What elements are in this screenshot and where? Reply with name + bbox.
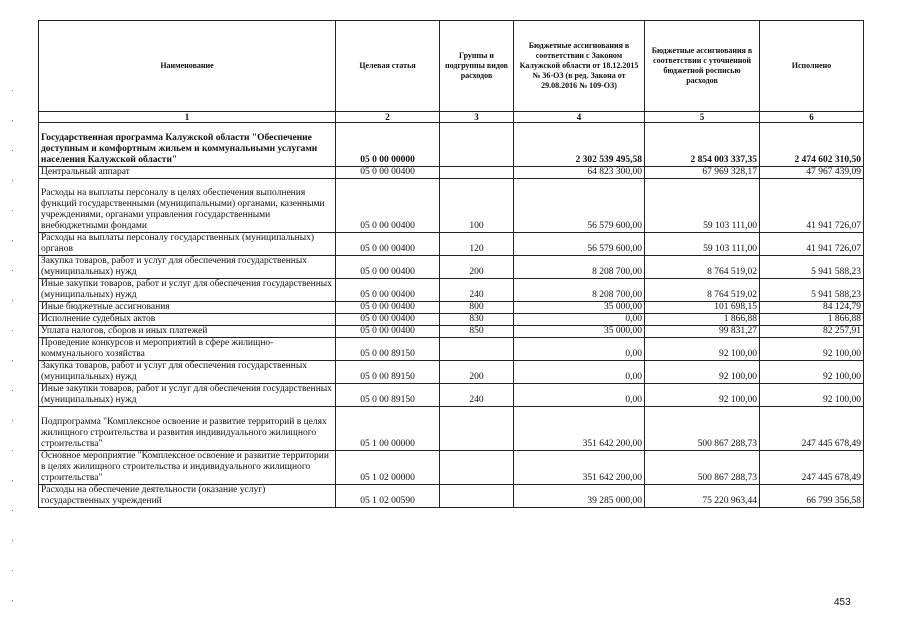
scan-dot: [12, 540, 13, 541]
scan-dot: [12, 240, 13, 241]
header-budget-refined: Бюджетные ассигнования в соответствии с уточненной бюджетной росписью расходов: [645, 21, 760, 112]
column-number: 3: [440, 112, 514, 123]
row-budget-law: 64 823 300,00: [514, 167, 645, 179]
column-number: 6: [760, 112, 864, 123]
row-executed: 92 100,00: [760, 384, 864, 407]
column-number: 4: [514, 112, 645, 123]
row-name: Центральный аппарат: [39, 167, 336, 179]
row-target-article: 05 0 00 00400: [336, 256, 440, 279]
table-row: [39, 361, 864, 384]
row-target-article: 05 1 00 00000: [336, 407, 440, 451]
row-target-article: 05 0 00 00400: [336, 179, 440, 233]
scan-dot: [12, 270, 13, 271]
row-budget-law: 0,00: [514, 384, 645, 407]
row-target-article: 05 0 00 89150: [336, 384, 440, 407]
row-budget-law: 0,00: [514, 361, 645, 384]
row-executed: 82 257,91: [760, 326, 864, 338]
table-row: [39, 326, 864, 338]
row-name: Расходы на выплаты персоналу государственных (муниципальных) органов: [39, 233, 336, 256]
row-executed: 92 100,00: [760, 361, 864, 384]
row-executed: 41 941 726,07: [760, 179, 864, 233]
scan-dot: [12, 390, 13, 391]
row-budget-law: 351 642 200,00: [514, 407, 645, 451]
row-name: Подпрограмма "Комплексное освоение и развитие территорий в целях жилищного строительства и развития индивидуального жилищного строительства": [39, 407, 336, 451]
row-target-article: 05 1 02 00590: [336, 485, 440, 508]
scan-edge-marks: [12, 0, 14, 640]
row-expense-group: [440, 338, 514, 361]
row-budget-refined: 500 867 288,73: [645, 407, 760, 451]
row-budget-law: 39 285 000,00: [514, 485, 645, 508]
scan-dot: [12, 120, 13, 121]
row-budget-refined: 59 103 111,00: [645, 233, 760, 256]
row-expense-group: [440, 485, 514, 508]
table-row: [39, 451, 864, 485]
row-name: Проведение конкурсов и мероприятий в сфере жилищно-коммунального хозяйства: [39, 338, 336, 361]
row-budget-refined: 8 764 519,02: [645, 279, 760, 302]
column-number: 5: [645, 112, 760, 123]
row-expense-group: [440, 123, 514, 167]
row-budget-law: 2 302 539 495,58: [514, 123, 645, 167]
row-expense-group: [440, 167, 514, 179]
row-executed: 84 124,79: [760, 302, 864, 314]
scan-dot: [12, 330, 13, 331]
scan-dot: [12, 360, 13, 361]
row-expense-group: 240: [440, 384, 514, 407]
scan-dot: [12, 450, 13, 451]
row-name: Иные закупки товаров, работ и услуг для обеспечения государственных (муниципальных) нужд: [39, 279, 336, 302]
scan-dot: [12, 90, 13, 91]
table-row: [39, 302, 864, 314]
header-name: Наименование: [39, 21, 336, 112]
scan-dot: [12, 210, 13, 211]
row-executed: 41 941 726,07: [760, 233, 864, 256]
row-target-article: 05 0 00 00400: [336, 302, 440, 314]
row-target-article: 05 0 00 89150: [336, 361, 440, 384]
row-budget-law: 0,00: [514, 314, 645, 326]
row-budget-refined: 92 100,00: [645, 361, 760, 384]
scan-dot: [12, 510, 13, 511]
row-expense-group: 240: [440, 279, 514, 302]
row-expense-group: 100: [440, 179, 514, 233]
row-expense-group: 120: [440, 233, 514, 256]
row-budget-refined: 2 854 003 337,35: [645, 123, 760, 167]
table-row: [39, 167, 864, 179]
header-executed: Исполнено: [760, 21, 864, 112]
scan-dot: [12, 420, 13, 421]
row-budget-refined: 92 100,00: [645, 338, 760, 361]
scan-dot: [12, 150, 13, 151]
row-name: Закупка товаров, работ и услуг для обеспечения государственных (муниципальных) нужд: [39, 361, 336, 384]
row-budget-law: 35 000,00: [514, 302, 645, 314]
row-budget-refined: 8 764 519,02: [645, 256, 760, 279]
row-expense-group: 850: [440, 326, 514, 338]
table-row: [39, 338, 864, 361]
table-row: [39, 256, 864, 279]
row-budget-law: 8 208 700,00: [514, 256, 645, 279]
table-row: [39, 407, 864, 451]
row-name: Уплата налогов, сборов и иных платежей: [39, 326, 336, 338]
row-executed: 2 474 602 310,50: [760, 123, 864, 167]
row-name: Расходы на обеспечение деятельности (оказание услуг) государственных учреждений: [39, 485, 336, 508]
row-target-article: 05 0 00 00000: [336, 123, 440, 167]
column-number: 1: [39, 112, 336, 123]
row-executed: 5 941 588,23: [760, 256, 864, 279]
header-target-article: Целевая статья: [336, 21, 440, 112]
table-row: [39, 314, 864, 326]
row-budget-refined: 99 831,27: [645, 326, 760, 338]
row-executed: 5 941 588,23: [760, 279, 864, 302]
row-executed: 1 866,88: [760, 314, 864, 326]
row-name: Государственная программа Калужской области "Обеспечение доступным и комфортным жильем и коммунальными услугами населения Калужской области": [39, 123, 336, 167]
row-budget-refined: 67 969 328,17: [645, 167, 760, 179]
row-executed: 47 967 439,09: [760, 167, 864, 179]
row-target-article: 05 0 00 89150: [336, 338, 440, 361]
row-expense-group: [440, 407, 514, 451]
table-row: [39, 279, 864, 302]
table-row: [39, 233, 864, 256]
row-name: Расходы на выплаты персоналу в целях обеспечения выполнения функций государственными (муниципальными) органами, казенными учреждениями, органами управления государственными внебюджетными фондами: [39, 179, 336, 233]
row-budget-refined: 75 220 963,44: [645, 485, 760, 508]
row-expense-group: 830: [440, 314, 514, 326]
row-target-article: 05 0 00 00400: [336, 314, 440, 326]
header-row: [39, 21, 864, 112]
page-number: 453: [834, 597, 851, 608]
row-executed: 92 100,00: [760, 338, 864, 361]
row-target-article: 05 0 00 00400: [336, 279, 440, 302]
row-target-article: 05 0 00 00400: [336, 167, 440, 179]
table-row: [39, 123, 864, 167]
table-row: [39, 485, 864, 508]
row-expense-group: 200: [440, 361, 514, 384]
scan-dot: [12, 480, 13, 481]
row-name: Исполнение судебных актов: [39, 314, 336, 326]
row-expense-group: 200: [440, 256, 514, 279]
row-expense-group: 800: [440, 302, 514, 314]
scan-dot: [12, 570, 13, 571]
row-budget-law: 0,00: [514, 338, 645, 361]
row-expense-group: [440, 451, 514, 485]
row-name: Иные бюджетные ассигнования: [39, 302, 336, 314]
row-budget-law: 351 642 200,00: [514, 451, 645, 485]
row-executed: 247 445 678,49: [760, 407, 864, 451]
row-budget-law: 8 208 700,00: [514, 279, 645, 302]
row-name: Основное мероприятие "Комплексное освоение и развитие территории в целях жилищного строительства и индивидуального жилищного строительства": [39, 451, 336, 485]
header-expense-groups: Группы и подгруппы видов расходов: [440, 21, 514, 112]
row-target-article: 05 0 00 00400: [336, 326, 440, 338]
row-name: Закупка товаров, работ и услуг для обеспечения государственных (муниципальных) нужд: [39, 256, 336, 279]
row-executed: 66 799 356,58: [760, 485, 864, 508]
row-target-article: 05 0 00 00400: [336, 233, 440, 256]
row-target-article: 05 1 02 00000: [336, 451, 440, 485]
column-number-row: [39, 112, 864, 123]
row-budget-refined: 1 866,88: [645, 314, 760, 326]
table-row: [39, 384, 864, 407]
column-number: 2: [336, 112, 440, 123]
row-budget-refined: 101 698,15: [645, 302, 760, 314]
table-row: [39, 179, 864, 233]
row-budget-refined: 92 100,00: [645, 384, 760, 407]
scan-dot: [12, 300, 13, 301]
row-executed: 247 445 678,49: [760, 451, 864, 485]
row-budget-law: 56 579 600,00: [514, 179, 645, 233]
row-budget-refined: 59 103 111,00: [645, 179, 760, 233]
row-name: Иные закупки товаров, работ и услуг для обеспечения государственных (муниципальных) нужд: [39, 384, 336, 407]
row-budget-law: 35 000,00: [514, 326, 645, 338]
budget-table: [38, 20, 864, 508]
scan-dot: [12, 600, 13, 601]
row-budget-refined: 500 867 288,73: [645, 451, 760, 485]
row-budget-law: 56 579 600,00: [514, 233, 645, 256]
scan-dot: [12, 180, 13, 181]
header-budget-law: Бюджетные ассигнования в соответствии с Законом Калужской области от 18.12.2015 № 36-ОЗ (в ред. Закона от 29.08.2016 № 109-ОЗ): [514, 21, 645, 112]
